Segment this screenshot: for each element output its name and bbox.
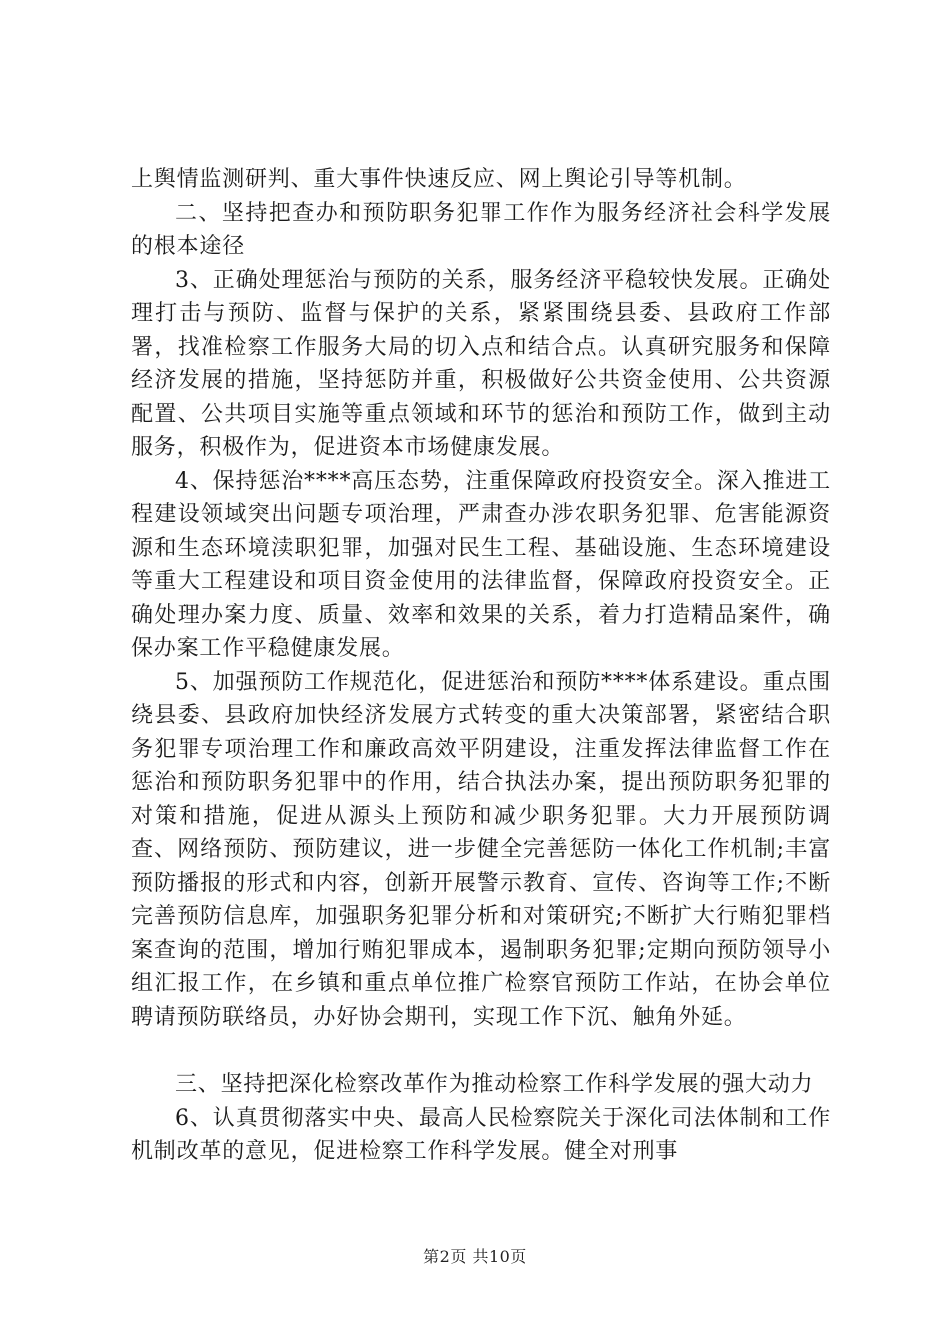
- document-body: [131, 163, 831, 1169]
- paragraph-item-6: 6、认真贯彻落实中央、最高人民检察院关于深化司法体制和工作机制改革的意见，促进检察工作科学发展。健全对刑事: [131, 1105, 831, 1164]
- page-number-footer: 第2页 共10页: [423, 1247, 527, 1266]
- paragraph-continuation: 上舆情监测研判、重大事件快速反应、网上舆论引导等机制。: [131, 167, 747, 192]
- section-heading-2: 二、坚持把查办和预防职务犯罪工作作为服务经济社会科学发展的根本途径: [131, 200, 831, 259]
- paragraph-item-5: 5、加强预防工作规范化，促进惩治和预防****体系建设。重点围绕县委、县政府加快经济发展方式转变的重大决策部署，紧密结合职务犯罪专项治理工作和廉政高效平阴建设，注重发挥法律监督工作在惩治和预防职务犯罪中的作用，结合执法办案，提出预防职务犯罪的对策和措施，促进从源头上预防和减少职务犯罪。大力开展预防调查、网络预防、预防建议，进一步健全完善惩防一体化工作机制;丰富预防播报的形式和内容，创新开展警示教育、宣传、咨询等工作;不断完善预防信息库，加强职务犯罪分析和对策研究;不断扩大行贿犯罪档案查询的范围，增加行贿犯罪成本，遏制职务犯罪;定期向预防领导小组汇报工作，在乡镇和重点单位推广检察官预防工作站，在协会单位聘请预防联络员，办好协会期刊，实现工作下沉、触角外延。: [131, 669, 831, 1030]
- paragraph-spacer: [131, 1034, 831, 1068]
- section-heading-3: 三、坚持把深化检察改革作为推动检察工作科学发展的强大动力: [175, 1072, 814, 1097]
- paragraph-item-3: 3、正确处理惩治与预防的关系，服务经济平稳较快发展。正确处理打击与预防、监督与保护的关系，紧紧围绕县委、县政府工作部署，找准检察工作服务大局的切入点和结合点。认真研究服务和保障经济发展的措施，坚持惩防并重，积极做好公共资金使用、公共资源配置、公共项目实施等重点领域和环节的惩治和预防工作，做到主动服务，积极作为，促进资本市场健康发展。: [131, 267, 831, 460]
- paragraph-item-4: 4、保持惩治****高压态势，注重保障政府投资安全。深入推进工程建设领域突出问题专项治理，严肃查办涉农职务犯罪、危害能源资源和生态环境渎职犯罪，加强对民生工程、基础设施、生态环境建设等重大工程建设和项目资金使用的法律监督，保障政府投资安全。正确处理办案力度、质量、效率和效果的关系，着力打造精品案件，确保办案工作平稳健康发展。: [131, 468, 831, 661]
